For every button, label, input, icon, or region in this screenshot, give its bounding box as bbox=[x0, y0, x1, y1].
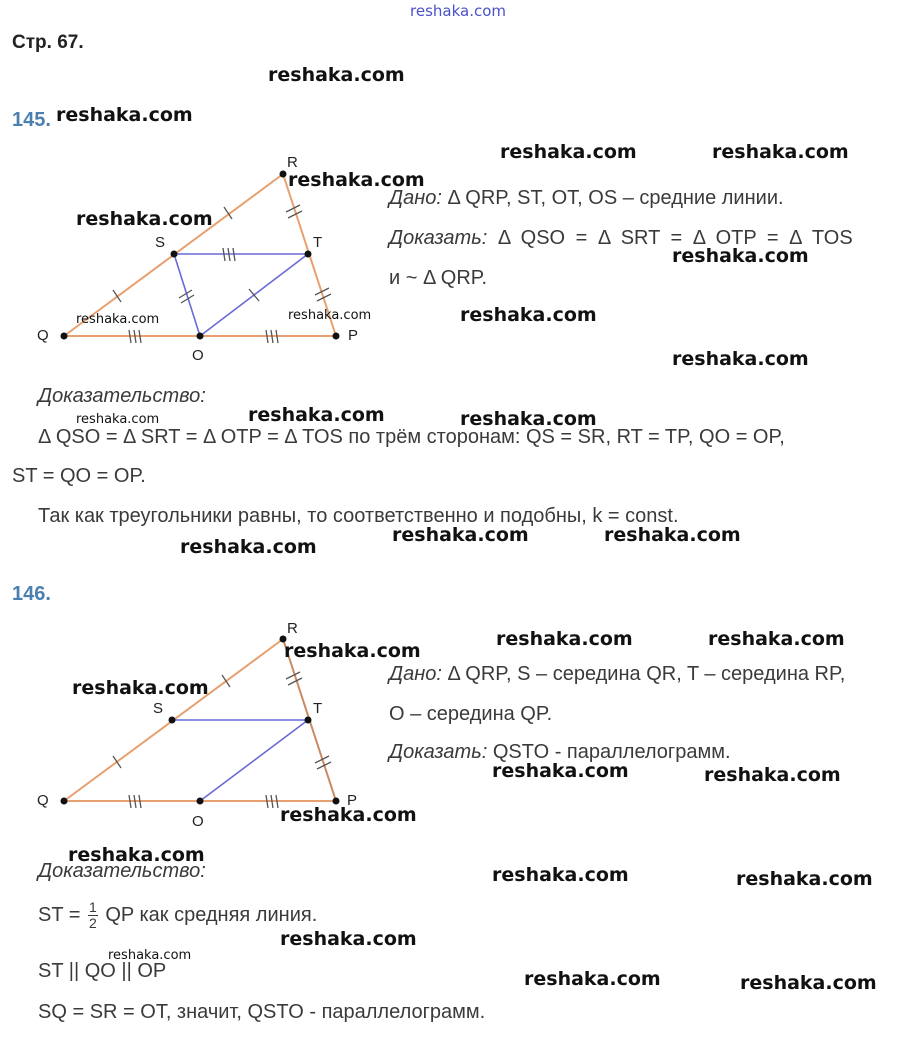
problem-145-number: 145. bbox=[12, 109, 51, 131]
given-text-145: Δ QRP, ST, OT, OS – средние линии. bbox=[441, 187, 784, 209]
proof-line2-146: ST || QO || OP bbox=[38, 960, 167, 982]
watermark: reshaka.com bbox=[72, 677, 209, 699]
proof-label-145: Доказательство: bbox=[38, 385, 206, 407]
point-s bbox=[169, 717, 176, 724]
tick-rt-1 bbox=[286, 672, 300, 679]
point-o bbox=[197, 798, 204, 805]
label-q: Q bbox=[37, 327, 49, 344]
prove-line2-145: и ~ Δ QRP. bbox=[389, 267, 488, 289]
watermark-small: reshaka.com bbox=[288, 308, 372, 323]
label-s: S bbox=[155, 234, 166, 251]
point-q bbox=[61, 333, 68, 340]
watermark: reshaka.com bbox=[280, 928, 417, 950]
site-watermark-top: reshaka.com bbox=[410, 2, 506, 20]
watermark: reshaka.com bbox=[248, 404, 385, 426]
problem-146-number: 146. bbox=[12, 583, 51, 605]
label-s: S bbox=[153, 700, 164, 717]
tick-ot bbox=[249, 289, 259, 301]
given-line1-146: Δ QRP, S – середина QR, T – середина RP, bbox=[441, 663, 846, 685]
prove-label-145: Доказать: bbox=[389, 227, 488, 249]
given-label-146: Дано: bbox=[389, 663, 442, 685]
watermark: reshaka.com bbox=[492, 760, 629, 782]
proof-line1-145: Δ QSO = Δ SRT = Δ OTP = Δ TOS по трём сторонам: QS = SR, RT = TP, QO = OP, bbox=[38, 426, 785, 448]
watermark: reshaka.com bbox=[288, 169, 425, 191]
watermark: reshaka.com bbox=[672, 245, 809, 267]
watermark: reshaka.com bbox=[68, 844, 205, 866]
tick-rt-2 bbox=[288, 678, 302, 685]
proof-line1-146 bbox=[38, 900, 317, 931]
point-q bbox=[61, 798, 68, 805]
proof-line3-146: SQ = SR = OT, значит, QSTO - параллелограмм. bbox=[38, 1001, 486, 1023]
prove-line1-145: Δ QSO = Δ SRT = Δ OTP = Δ TOS bbox=[487, 227, 853, 249]
watermark: reshaka.com bbox=[180, 536, 317, 558]
watermark: reshaka.com bbox=[740, 972, 877, 994]
proof-label-146: Доказательство: bbox=[38, 860, 206, 882]
midline-ot bbox=[200, 720, 308, 801]
watermark-small: reshaka.com bbox=[108, 948, 192, 963]
proof-line1-right: QP как средняя линия. bbox=[99, 903, 318, 926]
fraction-numerator: 1 bbox=[89, 899, 97, 915]
label-r: R bbox=[287, 620, 298, 637]
label-q: Q bbox=[37, 792, 49, 809]
watermark: reshaka.com bbox=[284, 640, 421, 662]
watermark: reshaka.com bbox=[524, 968, 661, 990]
label-o: O bbox=[192, 347, 204, 364]
label-p: P bbox=[347, 792, 358, 809]
label-o: O bbox=[192, 813, 204, 830]
point-t bbox=[305, 251, 312, 258]
watermark: reshaka.com bbox=[492, 864, 629, 886]
prove-text-146: QSTO - параллелограмм. bbox=[487, 741, 731, 763]
point-t bbox=[305, 717, 312, 724]
watermark: reshaka.com bbox=[56, 104, 193, 126]
watermark: reshaka.com bbox=[460, 408, 597, 430]
proof-line1-left: ST = bbox=[38, 903, 86, 926]
point-p bbox=[333, 333, 340, 340]
watermark-small: reshaka.com bbox=[76, 412, 160, 427]
given-line2-146: O – середина QP. bbox=[389, 703, 553, 725]
watermark: reshaka.com bbox=[392, 524, 529, 546]
fraction-denominator: 2 bbox=[89, 915, 97, 931]
watermark: reshaka.com bbox=[604, 524, 741, 546]
prove-label-146: Доказать: bbox=[389, 741, 488, 763]
label-p: P bbox=[348, 327, 359, 344]
fraction-one-half bbox=[88, 900, 98, 931]
tick-sr bbox=[222, 675, 230, 687]
watermark-small: reshaka.com bbox=[76, 312, 160, 327]
given-label-145: Дано: bbox=[389, 187, 442, 209]
watermark: reshaka.com bbox=[280, 804, 417, 826]
watermark: reshaka.com bbox=[496, 628, 633, 650]
page-label: Стр. 67. bbox=[12, 32, 84, 53]
given-146 bbox=[389, 663, 845, 686]
watermark: reshaka.com bbox=[672, 348, 809, 370]
point-s bbox=[171, 251, 178, 258]
watermark: reshaka.com bbox=[736, 868, 873, 890]
watermark: reshaka.com bbox=[708, 628, 845, 650]
point-o bbox=[197, 333, 204, 340]
point-r bbox=[280, 171, 287, 178]
label-t: T bbox=[313, 700, 323, 717]
watermark: reshaka.com bbox=[76, 208, 213, 230]
watermark: reshaka.com bbox=[704, 764, 841, 786]
proof-line2-145: ST = QO = OP. bbox=[12, 465, 146, 487]
given-145 bbox=[389, 187, 784, 210]
tick-qs bbox=[113, 756, 121, 768]
midline-so bbox=[174, 254, 200, 336]
proof-line3-145: Так как треугольники равны, то соответственно и подобны, k = const. bbox=[38, 505, 679, 527]
watermark: reshaka.com bbox=[460, 304, 597, 326]
watermark: reshaka.com bbox=[712, 141, 849, 163]
label-r: R bbox=[287, 154, 298, 171]
tick-qs bbox=[113, 290, 121, 302]
watermark: reshaka.com bbox=[500, 141, 637, 163]
label-t: T bbox=[313, 234, 323, 251]
watermark: reshaka.com bbox=[268, 64, 405, 86]
